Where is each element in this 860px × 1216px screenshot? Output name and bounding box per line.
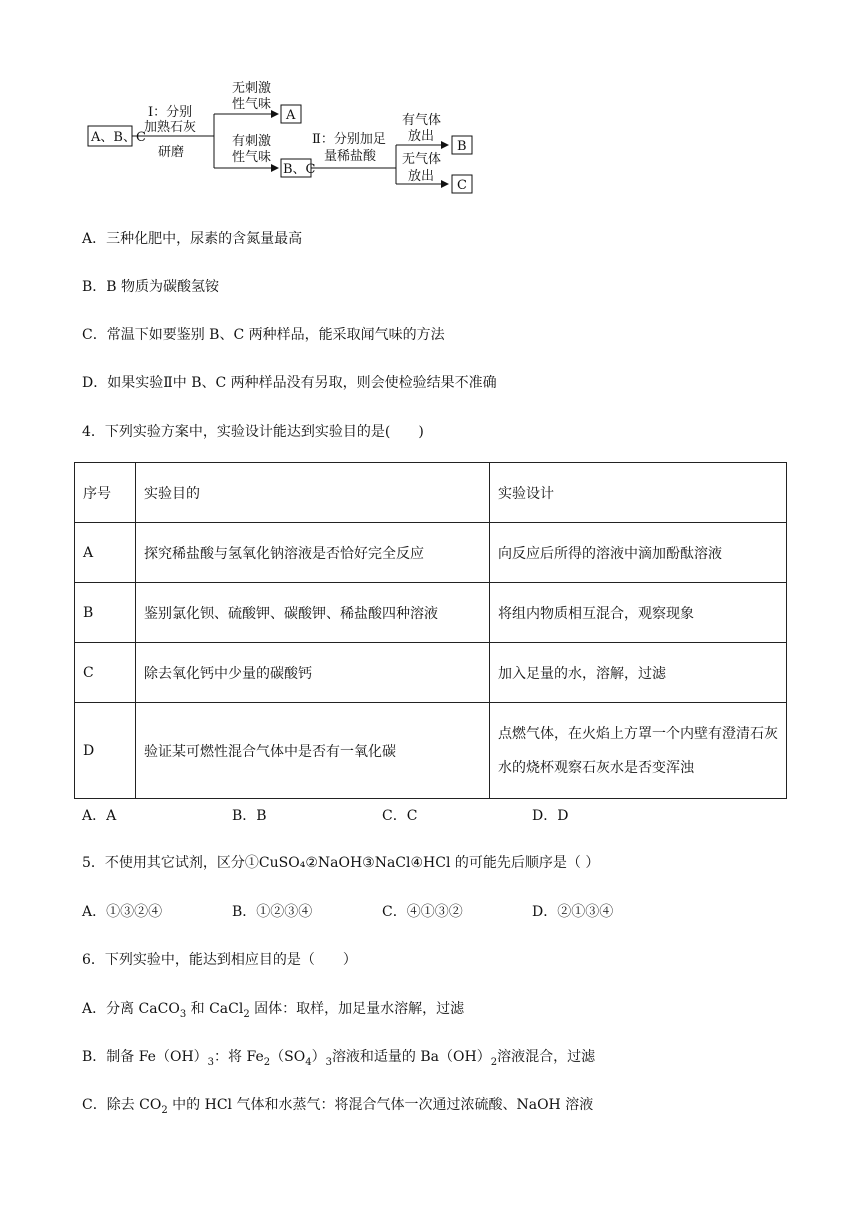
q5-stem: 5．不使用其它试剂，区分①CuSO₄②NaOH③NaCl④HCl 的可能先后顺序是（ ） xyxy=(82,855,600,871)
q5-option-b: B．①②③④ xyxy=(232,904,313,920)
branch4-label-1: 无气体 xyxy=(402,152,442,167)
branch3-label-2: 放出 xyxy=(408,129,435,144)
q6-option-c: C．除去 $CO_2$ 中的 HCl 气体和水蒸气：将混合气体一次通过浓硫酸、NaOH 溶液 xyxy=(82,1097,594,1116)
table-cell: 点燃气体，在火焰上方罩一个内壁有澄清石灰水的烧杯观察石灰水是否变浑浊 xyxy=(490,703,787,799)
q6-stem: 6．下列实验中，能达到相应目的是（ ） xyxy=(82,952,357,968)
q4-option-a: A．A xyxy=(82,808,117,824)
box-bc-label: B、C xyxy=(283,162,316,177)
flow-diagram xyxy=(0,0,860,220)
q3-option-a: A．三种化肥中，尿素的含氮量最高 xyxy=(82,231,303,247)
q4-option-b: B．B xyxy=(232,808,267,824)
box-c-label: C xyxy=(457,178,467,193)
branch2-label-1: 有刺激 xyxy=(232,134,272,149)
table-header-cell: 实验设计 xyxy=(490,463,787,523)
box-b-label: B xyxy=(457,139,467,154)
table-cell: A xyxy=(75,523,136,583)
q5-option-c: C．④①③② xyxy=(382,904,463,920)
table-header-cell: 实验目的 xyxy=(136,463,490,523)
branch3-label-1: 有气体 xyxy=(402,113,442,128)
table-row xyxy=(75,703,787,799)
q5-option-d: D．②①③④ xyxy=(532,904,614,920)
table-cell: D xyxy=(75,703,136,799)
q6-option-a: A．分离 CaCO$_3$ 和 CaCl$_2$ 固体：取样，加足量水溶解，过滤 xyxy=(82,1001,465,1020)
q4-option-d: D．D xyxy=(532,808,569,824)
q3-option-c: C．常温下如要鉴别 B、C 两种样品，能采取闻气味的方法 xyxy=(82,327,445,343)
box-a-label: A xyxy=(286,108,296,123)
table-cell: 将组内物质相互混合，观察现象 xyxy=(490,583,787,643)
q5-option-a: A．①③②④ xyxy=(82,904,163,920)
table-cell: C xyxy=(75,643,136,703)
q6-option-b: B．制备 $Fe(OH)_3$：将 $Fe_2(SO_4)_3$溶液和适量的 $Ba(OH)_2$溶液混合，过滤 xyxy=(82,1049,596,1068)
branch2-label-2: 性气味 xyxy=(232,150,272,165)
branch1-label-2: 性气味 xyxy=(232,97,272,112)
q3-option-b: B．B 物质为碳酸氢铵 xyxy=(82,279,220,295)
branch1-label-1: 无刺激 xyxy=(232,81,272,96)
table-cell: 探究稀盐酸与氢氧化钠溶液是否恰好完全反应 xyxy=(136,523,490,583)
table-row xyxy=(75,523,787,583)
table-cell: 除去氧化钙中少量的碳酸钙 xyxy=(136,643,490,703)
table-row xyxy=(75,643,787,703)
q4-option-c: C．C xyxy=(382,808,418,824)
branch4-label-2: 放出 xyxy=(408,169,435,184)
q3-option-d: D．如果实验Ⅱ中 B、C 两种样品没有另取，则会使检验结果不准确 xyxy=(82,375,497,391)
table-cell: 验证某可燃性混合气体中是否有一氧化碳 xyxy=(136,703,490,799)
table-header-row xyxy=(75,463,787,523)
table-cell: 鉴别氯化钡、硫酸钾、碳酸钾、稀盐酸四种溶液 xyxy=(136,583,490,643)
step1-label-3: 研磨 xyxy=(158,145,185,160)
table-cell: 向反应后所得的溶液中滴加酚酞溶液 xyxy=(490,523,787,583)
step2-label-1: Ⅱ：分别加足 xyxy=(312,132,386,147)
table-cell: 加入足量的水，溶解，过滤 xyxy=(490,643,787,703)
step1-label-1: Ⅰ：分别 xyxy=(148,105,193,120)
step2-label-2: 量稀盐酸 xyxy=(324,149,377,164)
step1-label-2: 加熟石灰 xyxy=(144,120,197,135)
table-cell: B xyxy=(75,583,136,643)
q4-table xyxy=(74,462,787,799)
table-header-cell: 序号 xyxy=(75,463,136,523)
start-box-label: A、B、C xyxy=(91,130,146,145)
q4-stem: 4．下列实验方案中，实验设计能达到实验目的是( ) xyxy=(82,424,424,440)
table-row xyxy=(75,583,787,643)
